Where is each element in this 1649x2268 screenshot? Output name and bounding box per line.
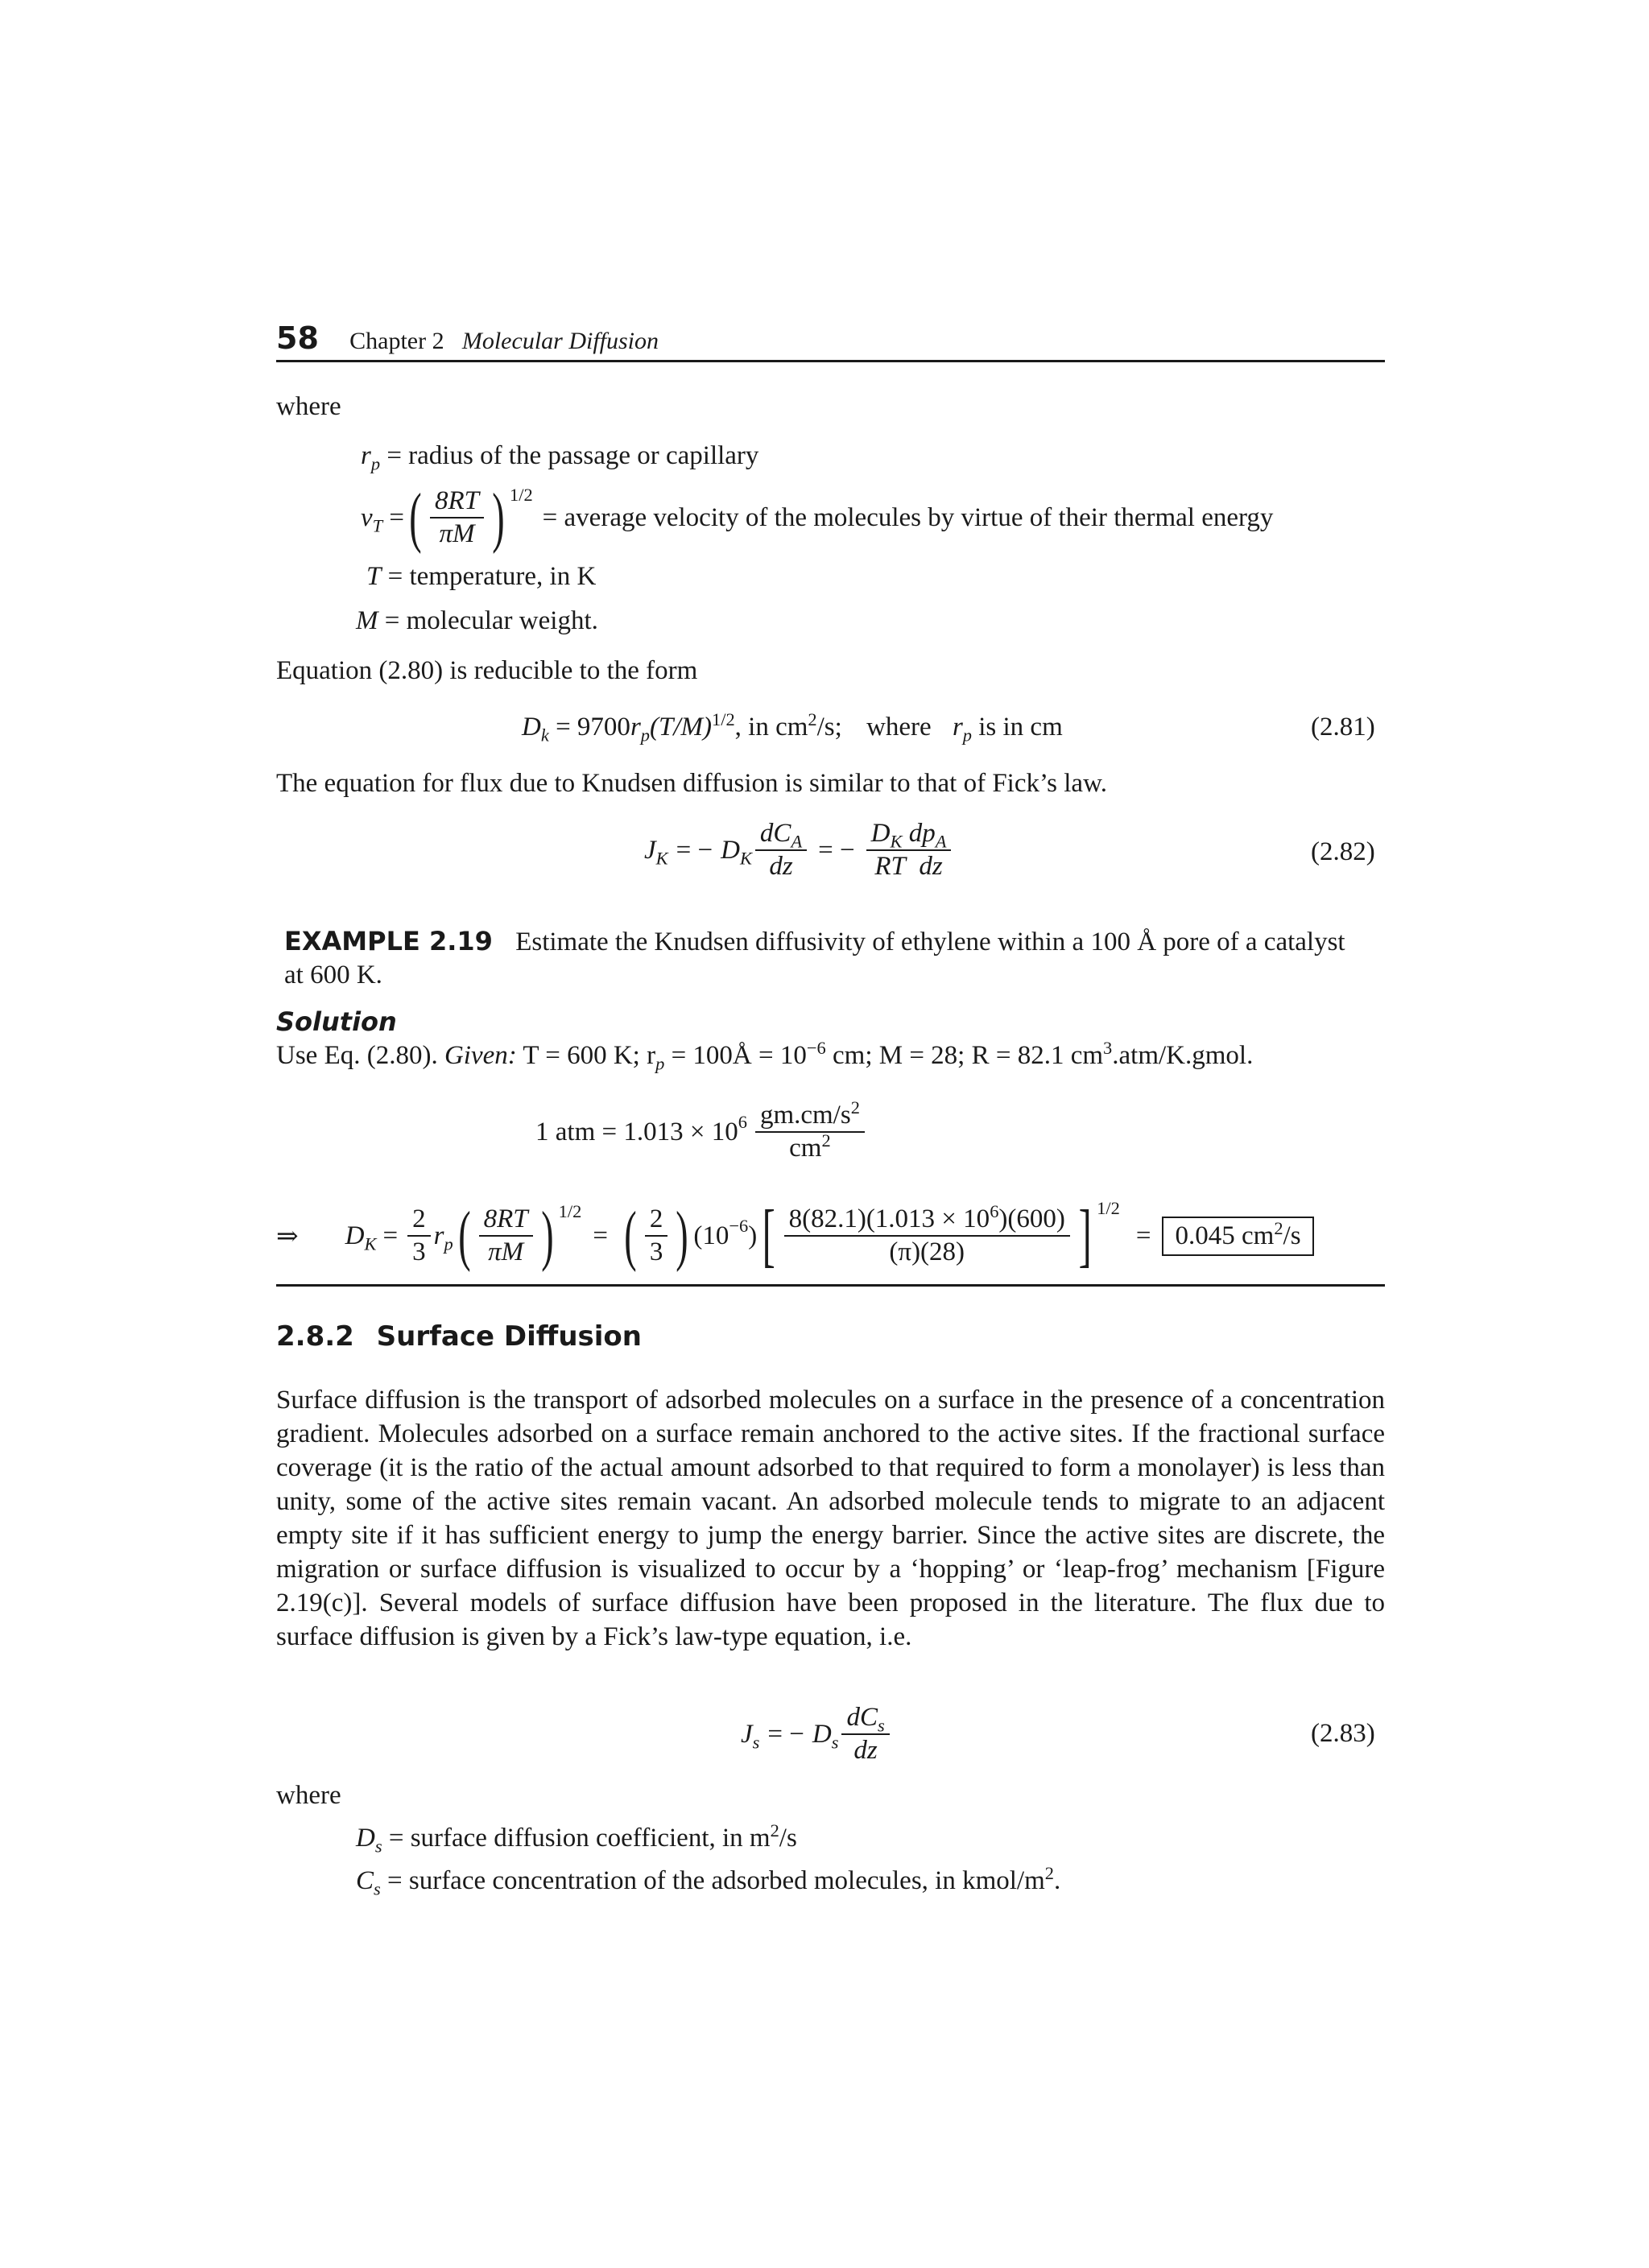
example-text-2: at 600 K. [284,960,382,989]
final-frac-den: 3 [412,1237,426,1266]
given-lead: Use Eq. (2.80). [276,1041,438,1070]
final-result-box [1162,1217,1313,1256]
Cs-text-tail: . [1054,1866,1061,1895]
eq282-label: (2.82) [1311,837,1375,866]
section-heading [276,1320,642,1353]
implies-arrow: ⇒ [276,1222,299,1251]
given-tail: .atm/K.gmol. [1112,1041,1254,1070]
solution-heading: Solution [276,1006,397,1037]
eq282-num1-sub: A [791,831,803,852]
vt-lparen: ( [409,480,422,555]
final-result-tail: /s [1283,1221,1301,1250]
final-in-num: 8RT [479,1205,533,1237]
para-flux: The equation for flux due to Knudsen diffusion is similar to that of Fick’s law. [276,769,1108,798]
eq281-body: = 9700 [556,713,630,742]
Cs-symbol: C [356,1866,374,1895]
page-header [276,320,659,359]
equation-2-82 [644,813,954,887]
final-frac2-den: 3 [649,1237,663,1266]
given-rp-exp: −6 [806,1038,826,1058]
eq281-D-sub: k [540,725,549,746]
eq283-label: (2.83) [1311,1719,1375,1748]
example-text: Estimate the Knudsen diffusivity of ethylene within a 100 Å pore of a catalyst [515,927,1345,956]
T-symbol: T [366,562,382,591]
eq283-eq: = − [767,1719,804,1749]
def-Cs [356,1863,1061,1899]
vt-symbol: v [361,502,373,532]
Ds-text-tail: /s [779,1824,797,1853]
eq283-num: dC [846,1703,878,1733]
final-bignum-exp: 6 [990,1201,999,1222]
given-M-R: cm; M = 28; R = 82.1 cm [833,1041,1104,1070]
def-Ds [356,1820,797,1857]
final-lparen: ( [457,1198,471,1273]
final-ten-close: ) [748,1221,758,1250]
final-result-exp: 2 [1274,1217,1283,1238]
atm-den: cm [789,1134,822,1163]
Ds-symbol: D [356,1824,375,1853]
eq282-D: D [721,835,740,865]
rp-symbol: r [361,441,371,470]
Ds-text-exp: 2 [770,1820,779,1840]
eq283-J: J [741,1719,753,1749]
T-text: = temperature, in K [387,562,597,591]
def-M [356,606,598,636]
atm-num: gm.cm/s [759,1101,851,1130]
eq282-num2b-sub: A [935,831,947,852]
atm-lhs: 1 atm = 1.013 × 10 [535,1117,738,1146]
eq281-unit: , in cm [734,713,808,742]
eq281-paren: (T/M) [650,713,712,742]
eq281-where: where [866,713,932,742]
Cs-text: = surface concentration of the adsorbed molecules, in kmol/m [387,1866,1045,1895]
def-T [366,562,596,592]
section-number: 2.8.2 [276,1320,354,1353]
vt-num: 8RT [430,487,484,518]
def-rp [361,441,759,474]
eq282-num2b: dp [908,819,936,849]
vt-rparen: ) [492,480,505,555]
eq282-J: J [644,835,656,865]
atm-num-exp: 2 [850,1097,860,1118]
def-vt: $v_T$ = ( $\frac{8RT}{\pi M}$ ) $^{1/2}$ = average velocity of the molecules by virtue of their thermal energy [361,480,1274,555]
given-T: T = 600 K; r [523,1041,656,1070]
eq281-r2-sub: p [962,725,972,746]
eq283-D-sub: s [831,1732,839,1753]
final-bignum-b: )(600) [998,1204,1065,1234]
eq281-rp-sub: p [640,725,650,746]
vt-sub: T [372,515,383,536]
final-rp-sub: p [444,1233,453,1254]
page-number: 58 [276,320,319,356]
Cs-text-exp: 2 [1044,1863,1054,1883]
final-bigden: (π)(28) [889,1237,965,1266]
eq283-den: dz [853,1736,878,1765]
eq281-label: (2.81) [1311,713,1375,742]
eq282-J-sub: K [655,848,668,869]
given-rp-sub: p [655,1053,665,1074]
eq281-tail: is in cm [978,713,1063,742]
final-frac-num: 2 [407,1205,431,1237]
final-D: D [345,1221,365,1250]
Ds-sub: s [374,1836,382,1857]
final-bignum-a: 8(82.1)(1.013 × 10 [788,1204,990,1234]
eq281-unit-tail: /s; [816,713,842,742]
final-rparen: ) [540,1198,554,1273]
eq281-r2: r [952,713,963,742]
eq282-den1: dz [769,852,793,881]
final-lparen2: ( [624,1198,637,1273]
example-label: EXAMPLE 2.19 [284,926,493,956]
given-R-exp: 3 [1103,1038,1113,1058]
final-eq2: = [593,1221,608,1250]
eq281-unit-exp: 2 [808,709,817,729]
final-eq1: = [382,1221,399,1250]
rp-text: = radius of the passage or capillary [386,441,759,470]
final-eq3: = [1135,1221,1151,1250]
given-label: Given: [444,1041,517,1070]
atm-den-exp: 2 [821,1130,831,1151]
eq283-J-sub: s [752,1732,760,1753]
vt-den: πM [439,519,475,548]
atm-conversion: 1 atm = 1.013 × 10 $^6$ $\frac{gm.cm/s^2}{cm^2}$ [535,1095,868,1169]
where-label-1: where [276,392,341,421]
eq282-den2a: RT [874,852,906,881]
final-frac2-num: 2 [645,1205,668,1237]
section-title: Surface Diffusion [376,1320,642,1353]
final-D-sub: K [364,1233,377,1254]
chapter-title: Molecular Diffusion [461,328,659,354]
eq281-D: D [522,713,541,742]
final-rparen2: ) [676,1198,689,1273]
final-rbracket: ] [1078,1196,1092,1274]
eq283-D: D [812,1719,832,1749]
eq281-rp: r [630,713,641,742]
header-rule [276,360,1385,362]
final-lbracket: [ [762,1196,775,1274]
chapter-label: Chapter 2 [349,328,444,354]
Ds-text: = surface diffusion coefficient, in m [388,1824,771,1853]
final-ten: (10 [693,1221,729,1250]
rp-sub: p [370,453,381,474]
equation-2-81 [522,709,1063,746]
eq282-num2a-sub: K [890,831,903,852]
Cs-sub: s [374,1878,381,1899]
M-symbol: M [356,606,378,635]
para-surface-diffusion: Surface diffusion is the transport of adsorbed molecules on a surface in the presence of a concentration gradient. Molecules adsorbed on a surface remain anchored to the active sites. If the fractional surface coverage (it is the ratio of the actual amount adsorbed to that required to form a monolayer) is less than unity, some of the active sites remain vacant. An adsorbed molecule tends to migrate to an adjacent empty site if it has sufficient energy to jump the energy barrier. Since the active sites are discrete, the migration or surface diffusion is visualized to occur by a ‘hopping’ or ‘leap-frog’ mechanism [Figure 2.19(c)]. Several models of surface diffusion have been proposed in the literature. The flux due to surface diffusion is given by a Fick’s law-type equation, i.e. [276,1386,1385,1651]
example-end-rule [276,1284,1385,1287]
final-result: 0.045 cm [1175,1221,1275,1250]
para-reducible: Equation (2.80) is reducible to the form [276,656,698,685]
example-2-19 [284,926,1345,957]
final-equation: ⇒ $D_K$ = $\frac{2}{3}$ $r_p$ ( $\frac{8RT}{\pi M}$ ) $^{1/2}$ = ( $\frac{2}{3}$ ) (10 $^{-6}$ ) [ $\frac{8(82.1)(1.013 \times 10^6)(600)}{(\pi)(28)}$ ] $^{1/2}$ = 0.045 $cm^2/s$ [276,1192,1314,1280]
final-in-den: πM [488,1237,524,1266]
vt-text: = average velocity of the molecules by virtue of their thermal energy [542,502,1274,532]
eq282-den2b: dz [919,852,943,881]
given-rp: = 100Å = 10 [671,1041,807,1070]
eq282-num2a: D [870,819,891,849]
where-label-2: where [276,1781,341,1810]
eq282-eq1: = − [676,835,713,865]
equation-2-83 [741,1697,893,1771]
eq282-eq2: = − [818,835,855,865]
M-text: = molecular weight. [384,606,598,635]
eq282-D-sub: K [739,848,752,869]
eq282-num1: dC [759,819,791,849]
solution-given-line [276,1038,1254,1074]
eq281-exp: 1/2 [712,709,735,729]
final-rp: r [433,1221,444,1250]
eq283-num-sub: s [877,1715,885,1736]
